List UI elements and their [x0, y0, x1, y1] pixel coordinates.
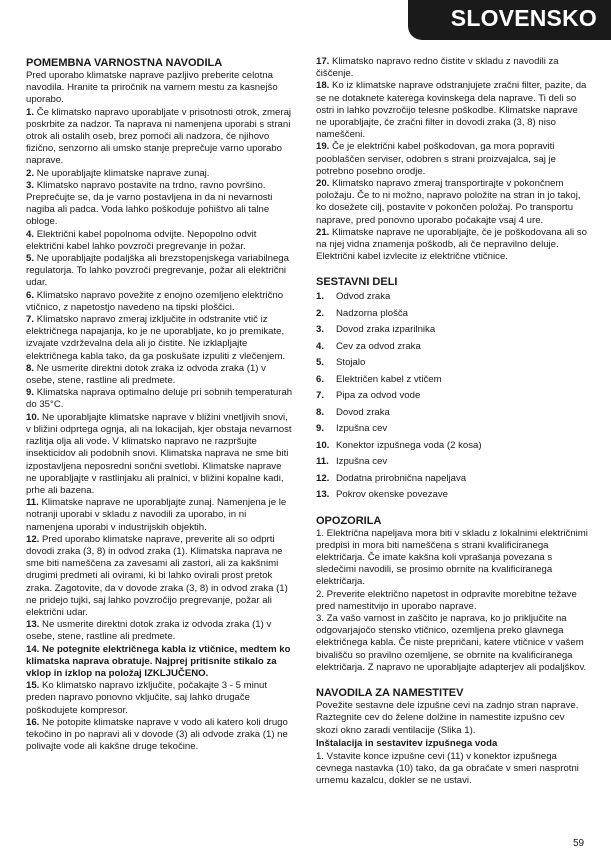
- part-number: 7.: [316, 390, 325, 402]
- safety-item-text: Električni kabel popolnoma odvijte. Nepopolno odvit električni kabel lahko povzroči pregrevanje in požar.: [26, 228, 257, 252]
- safety-item-number: 21.: [316, 226, 330, 238]
- parts-section: [316, 275, 588, 501]
- safety-item: [26, 619, 294, 643]
- safety-item-number: 13.: [26, 619, 40, 631]
- safety-item-number: 20.: [316, 178, 330, 190]
- part-number: 5.: [316, 357, 325, 369]
- part-item: [316, 473, 588, 485]
- safety-item-text: Klimatsko napravo redno čistite v skladu z navodili za čiščenje.: [316, 56, 559, 80]
- safety-item-text: Če klimatsko napravo uporabljate v prisotnosti otrok, zmeraj poskrbite za nadzor. Ta naprava ni namenjena uporabi s strani otrok ali ostalih oseb, brez pomoči ali nadzora, če njihovo fizično, senzorno ali umsko stanje preprečuje varno uporabo naprave.: [26, 106, 292, 167]
- safety-item: [26, 717, 294, 754]
- safety-item: [26, 363, 294, 387]
- safety-item-number: 12.: [26, 533, 40, 545]
- safety-item-text: Ne usmerite direktni dotok zraka iz odvoda zraka (1) v osebe, stene, rastline ali predmete.: [26, 362, 266, 387]
- safety-item: [26, 412, 294, 497]
- safety-item: [26, 644, 294, 681]
- part-number: 1.: [316, 291, 325, 303]
- part-label: Konektor izpušnega voda (2 kosa): [336, 439, 482, 451]
- warning-heading: OPOZORILA: [316, 514, 382, 527]
- safety-item-number: 15.: [26, 680, 40, 692]
- part-item: [316, 308, 588, 320]
- part-item: [316, 390, 588, 402]
- part-label: Pokrov okenske povezave: [336, 489, 448, 501]
- safety-item: [26, 387, 294, 411]
- safety-item-text: Ne potegnite električnega kabla iz vtičnice, medtem ko klimatska naprava obratuje. Najprej pritisnite stikalo za vklop in izklop na položaj IZKLJUČENO.: [26, 643, 291, 679]
- installation-heading: NAVODILA ZA NAMESTITEV: [316, 687, 464, 700]
- warning-paragraph: 3. Za vašo varnost in zaščito je naprava, ko jo priključite na odgovarjajočo stensko vtičnico, ozemljena preko glavnega električnega kabla. Če niste prepričani, katere vtičnice v vašem bivališču so pravilno ozemljene, se obrnite na kvalificiranega električarja. Z napravo ne uporabljajte adapterjev ali podaljškov.: [316, 613, 587, 673]
- safety-item-number: 19.: [316, 141, 330, 153]
- installation-step: 1. Vstavite konce izpušne cevi (11) v konektor izpušnega cevnega nastavka (10) tako, da ga obračate v smeri nasprotni urnemu kazalcu, dokler se ne ustavi.: [316, 750, 579, 787]
- safety-item-text: Klimatsko napravo postavite na trdno, ravno površino. Preprečujte se, da je varno postavljena in da ni nevarnosti nagiba ali padca. Voda lahko poškoduje pohištvo ali talne obloge.: [26, 179, 273, 228]
- safety-item: [316, 141, 588, 178]
- safety-item-text: Klimatske naprave ne uporabljajte, če je poškodovana ali so na njej vidna znamenja poškodb, ali če nepravilno deluje. Električni kabel izvlecite iz električne vtičnice.: [316, 226, 587, 263]
- safety-item-text: Ko klimatsko napravo izključite, počakajte 3 - 5 minut preden napravo ponovno vključite, saj lahko drugače poškodujete kompresor.: [26, 680, 268, 716]
- safety-item: [26, 180, 294, 229]
- part-number: 6.: [316, 373, 325, 385]
- safety-item-text: Klimatsko napravo zmeraj transportirajte v pokončnem položaju. Če to ni možno, napravo položite na stran in jo takoj, ko dosežete cilj, postavite v pokončen položaj. Po transportu naprave, pred ponovno uporabo počakajte vsaj 4 ure.: [316, 178, 581, 226]
- right-column: [316, 56, 588, 788]
- safety-item-number: 9.: [26, 387, 35, 399]
- part-item: [316, 291, 588, 303]
- parts-list: [316, 291, 588, 501]
- part-label: Dovod zraka: [336, 406, 390, 418]
- safety-item-number: 1.: [26, 106, 35, 118]
- safety-item: [26, 534, 294, 619]
- language-header: [408, 0, 611, 40]
- safety-item-number: 5.: [26, 253, 35, 265]
- part-label: Električen kabel z vtičem: [336, 373, 442, 385]
- part-item: [316, 456, 588, 468]
- safety-item-text: Klimatska naprava optimalno deluje pri sobnih temperaturah do 35°C.: [26, 387, 293, 411]
- part-number: 11.: [316, 456, 329, 468]
- part-label: Izpušna cev: [336, 423, 388, 435]
- warning-section: [316, 514, 588, 674]
- safety-item: [26, 497, 294, 534]
- part-number: 12.: [316, 472, 330, 484]
- safety-intro: Pred uporabo klimatske naprave pazljivo preberite celotna navodila. Hranite ta priročnik na varnem mestu za kasnejšo uporabo.: [26, 70, 278, 106]
- safety-item-number: 10.: [26, 411, 40, 423]
- safety-item: [26, 107, 294, 168]
- installation-intro: Povežite sestavne dele izpušne cevi na zadnjo stran naprave. Raztegnite cev do želene dolžine in namestite izpušno cev skozi okno zaradi ventilacije (Slika 1).: [316, 700, 579, 736]
- safety-item: [316, 56, 588, 80]
- safety-item: [26, 253, 294, 290]
- safety-item: [316, 80, 588, 141]
- safety-item-number: 7.: [26, 314, 35, 326]
- warning-paragraph: 2. Preverite električno napetost in odpravite morebitne težave pred namestitvijo in uporabo naprave.: [316, 588, 577, 612]
- part-label: Pipa za odvod vode: [336, 390, 421, 402]
- part-number: 8.: [316, 406, 325, 418]
- safety-item-number: 4.: [26, 228, 35, 240]
- part-item: [316, 341, 588, 353]
- part-item: [316, 357, 588, 369]
- safety-item-number: 8.: [26, 362, 35, 374]
- safety-item-number: 18.: [316, 80, 330, 92]
- safety-item-text: Ko iz klimatske naprave odstranjujete zračni filter, pazite, da se ne dotaknete katerega kovinskega dela naprave. Ti deli so ostri in lahko povzročijo telesne poškodbe. Klimatske naprave ne uporabljajte, če zračni filter in dovodi zraka (3, 8) niso nameščeni.: [316, 80, 587, 141]
- safety-item-text: Klimatsko napravo povežite z enojno ozemljeno električno vtičnico, z napetostjo navedeno na tipski ploščici.: [26, 289, 284, 313]
- safety-item-text: Klimatsko napravo zmeraj izključite in odstranite vtič iz električnega napajanja, ko je ne uporabljate, ko jo premikate, izvajate vzdrževalna dela ali jo čistite. Ne izklapljajte električnega kabla tako, da ga poskušate izpuliti z vlečenjem.: [26, 314, 286, 362]
- safety-list-right: [316, 56, 588, 263]
- safety-item: [26, 229, 294, 253]
- part-number: 10.: [316, 439, 330, 451]
- installation-section: [316, 686, 588, 787]
- safety-item: [316, 227, 588, 264]
- part-label: Dovod zraka izparilnika: [336, 324, 436, 336]
- safety-item-text: Klimatske naprave ne uporabljajte zunaj. Namenjena je le notranji uporabi v skladu z navodili za uporabo, in ni namenjena uporabi v industrijskih objektih.: [26, 497, 287, 533]
- safety-item-text: Ne uporabljajte klimatske naprave zunaj.: [36, 167, 210, 179]
- safety-item: [26, 680, 294, 717]
- safety-item-text: Ne usmerite direktni dotok zraka iz odvoda zraka (1) v osebe, stene, rastline ali predmete.: [26, 619, 272, 643]
- part-item: [316, 440, 588, 452]
- safety-item: [26, 290, 294, 314]
- safety-item-number: 2.: [26, 167, 35, 179]
- parts-heading: SESTAVNI DELI: [316, 276, 398, 289]
- part-item: [316, 324, 588, 336]
- safety-item-text: Pred uporabo klimatske naprave, preverite ali so odprti dovodi zraka (3, 8) in odvod zraka (1). Klimatska naprava ne sme biti nameščena za zavesami ali zastori, ali za kakšnimi drugimi predmeti ali ovirami, ki bi lahko ovirali prost pretok zraka. Zagotovite, da v dovode zraka (3, 8) in odvod zraka (1) ne pridejo tujki, saj lahko povzročijo pregrevanje, požar ali električni udar.: [26, 533, 288, 618]
- part-label: Izpušna cev: [336, 456, 388, 468]
- safety-item: [26, 168, 294, 180]
- left-column: [26, 56, 294, 753]
- safety-item-number: 3.: [26, 179, 35, 191]
- page-number: 59: [573, 838, 585, 849]
- safety-item: [316, 178, 588, 227]
- safety-item-number: 17.: [316, 56, 330, 67]
- part-label: Nadzorna plošča: [336, 307, 408, 319]
- part-item: [316, 407, 588, 419]
- part-number: 3.: [316, 324, 325, 336]
- warning-paragraph: 1. Električna napeljava mora biti v skladu z lokalnimi električnimi predpisi in mora biti nameščena s strani kvalificiranega električarja. Če imate kakšna koli vprašanja povezana s sledečimi navodili, se prosimo obrnite na kvalificiranega električarja.: [316, 527, 588, 588]
- safety-item: [26, 314, 294, 363]
- safety-item-number: 6.: [26, 289, 35, 301]
- part-item: [316, 423, 588, 435]
- safety-heading: POMEMBNA VARNOSTNA NAVODILA: [26, 57, 223, 69]
- language-title: SLOVENSKO: [450, 5, 597, 31]
- safety-item-number: 14.: [26, 643, 40, 655]
- part-item: [316, 374, 588, 386]
- part-number: 13.: [316, 489, 330, 501]
- part-label: Dodatna prirobnična napeljava: [336, 472, 467, 484]
- part-number: 2.: [316, 307, 325, 319]
- safety-item-number: 11.: [26, 497, 39, 509]
- safety-item-number: 16.: [26, 716, 40, 728]
- part-label: Stojalo: [336, 357, 366, 369]
- part-number: 4.: [316, 340, 325, 352]
- part-number: 9.: [316, 423, 325, 435]
- installation-subheading: Inštalacija in sestavitev izpušnega voda: [316, 737, 498, 749]
- safety-item-text: Ne uporabljajte podaljška ali brezstopenjskega variabilnega regulatorja. To lahko povzroči pregrevanje, požar ali električni udar.: [26, 253, 289, 289]
- part-label: Cev za odvod zraka: [336, 340, 421, 352]
- safety-item-text: Ne potopite klimatske naprave v vodo ali katero koli drugo tekočino in po napravi ali v dovode (3) ali odvode zraka (1) ne polivajte vode ali kakšne druge tekočine.: [26, 716, 288, 753]
- part-item: [316, 489, 588, 501]
- safety-item-text: Ne uporabljajte klimatske naprave v bližini vnetljivih snovi, v bližini odprtega ognja, ali na lokacijah, kjer obstaja nevarnost razlitja olja ali vode. V klimatsko napravo ne razpršujte insekticidov ali podobnih snovi. Klimatska naprava ne sme biti izpostavljena neposredni sončni svetlobi. Klimatske naprave ne uporabljajte v rastlinjaku ali pralnici, v bližini kopalne kadi, prhe ali bazena.: [26, 411, 292, 496]
- safety-list-left: [26, 107, 294, 754]
- safety-item-text: Če je električni kabel poškodovan, ga mora popraviti pooblaščen serviser, odobren s strani proizvajalca, saj je potrebno posebno orodje.: [316, 141, 556, 177]
- part-label: Odvod zraka: [336, 291, 391, 303]
